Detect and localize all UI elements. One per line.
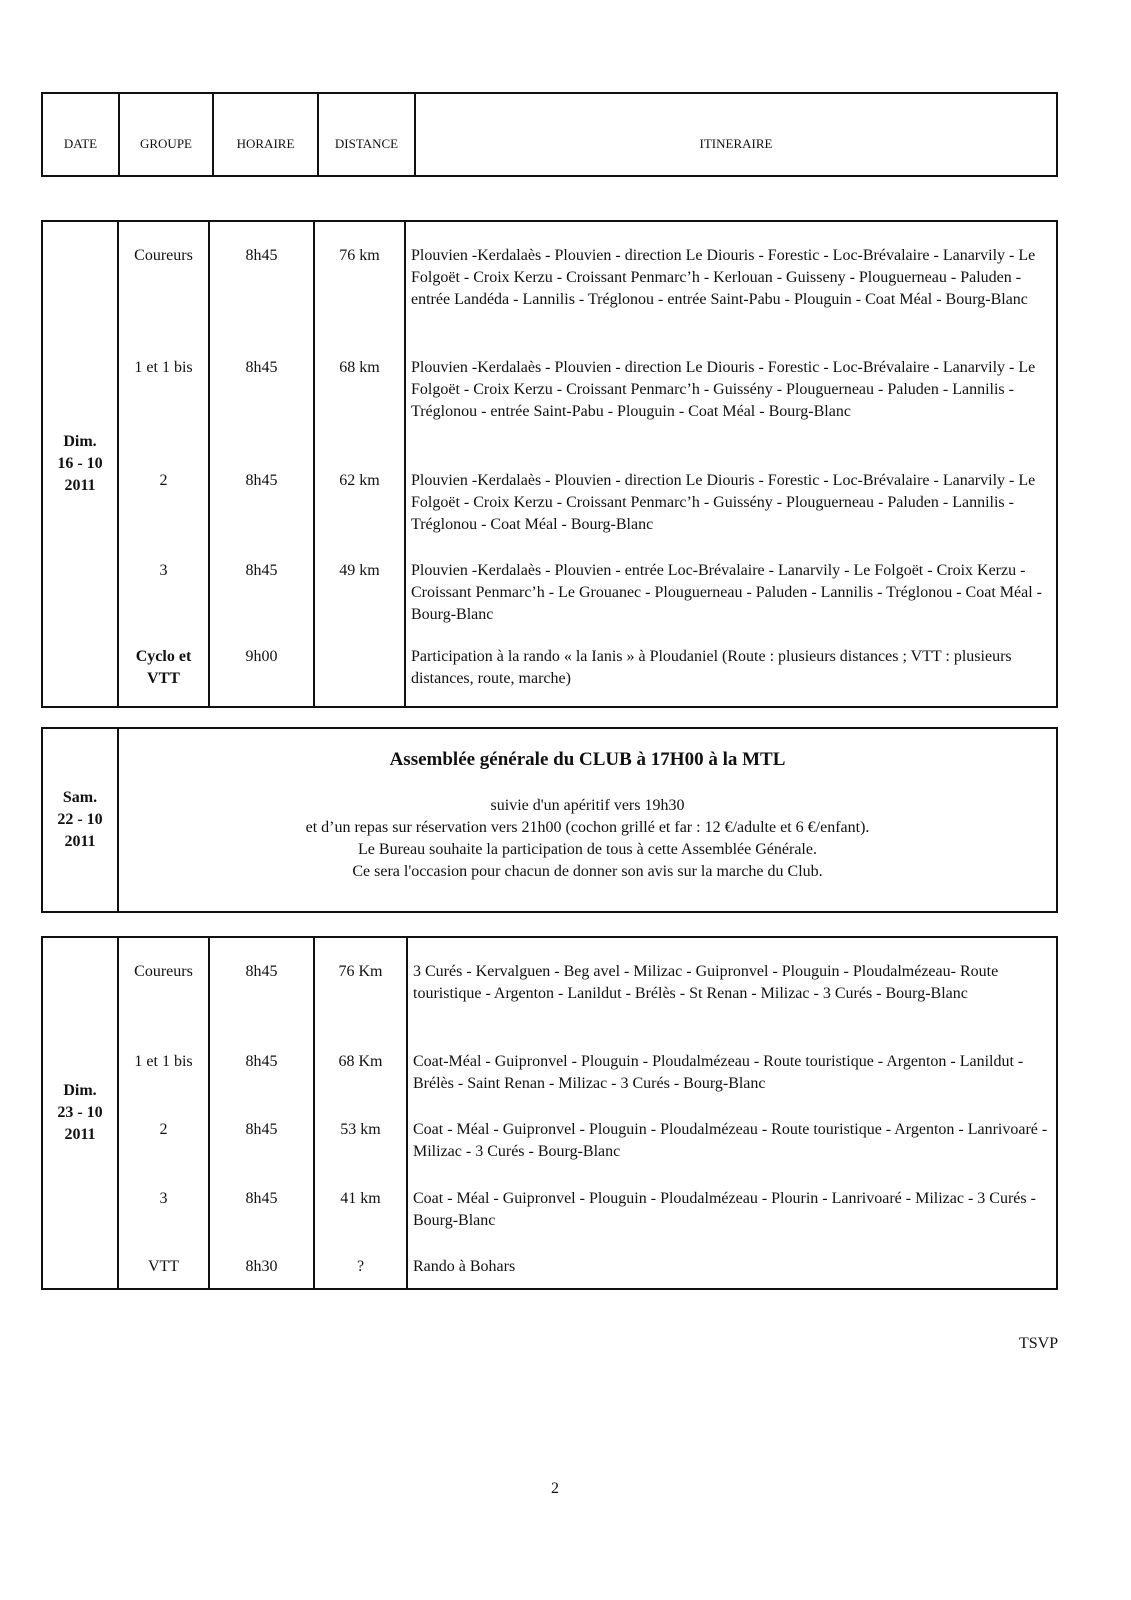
assembly-block-22-10 <box>41 727 1058 913</box>
date-daymonth: 22 - 10 <box>57 811 103 828</box>
date-day: Dim. <box>63 433 97 450</box>
distance-cell <box>314 628 405 707</box>
itineraire-cell: Coat - Méal - Guipronvel - Plouguin - Ploudalmézeau - Route touristique - Argenton - Lanrivoaré - Milizac - 3 Curés - Bourg-Blanc <box>413 1121 1048 1161</box>
groupe-cell: 1 et 1 bis <box>118 334 209 446</box>
groupe-cell: 2 <box>118 1097 209 1165</box>
header-itineraire: ITINERAIRE <box>699 135 773 151</box>
itineraire-cell: Rando à Bohars <box>413 1258 516 1276</box>
date-day: Sam. <box>62 789 98 806</box>
header-horaire: HORAIRE <box>213 93 318 176</box>
itineraire-cell: Plouvien -Kerdalaès - Plouvien - entrée Loc-Brévalaire - Lanarvily - Le Folgoët - Croix Kerzu - Croissant Penmarc’h - Le Grouanec - Plouguerneau - Paluden - Lannilis - Tréglonou - Coat Méal - Bourg-Blanc <box>411 562 1042 624</box>
horaire-cell: 8h45 <box>209 537 314 628</box>
groupe-cell: Coureurs <box>118 937 209 1029</box>
horaire-cell: 8h45 <box>209 1166 314 1234</box>
itineraire-cell: Plouvien -Kerdalaès - Plouvien - direction Le Diouris - Forestic - Loc-Brévalaire - Lanarvily - Le Folgoët - Croix Kerzu - Croissant Penmarc’h - Kerlouan - Guisseny - Plouguerneau - Paluden - entrée Landéda - Lannilis - Tréglonou - entrée Saint-Pabu - Plouguin - Coat Méal - Bourg-Blanc <box>411 247 1036 308</box>
date-year: 2011 <box>64 833 96 850</box>
groupe-cell: VTT <box>118 1234 209 1289</box>
groupe-cell: 2 <box>118 447 209 538</box>
itineraire-cell: Plouvien -Kerdalaès - Plouvien - direction Le Diouris - Forestic - Loc-Brévalaire - Lanarvily - Le Folgoët - Croix Kerzu - Croissant Penmarc’h - Guissény - Plouguerneau - Paluden - Lannilis - Tréglonou - Coat Méal - Bourg-Blanc <box>411 471 1036 533</box>
distance-cell: 68 km <box>314 334 405 446</box>
groupe-cell: 3 <box>118 1166 209 1234</box>
horaire-cell: 8h30 <box>209 1234 314 1289</box>
distance-cell: 53 km <box>314 1097 407 1165</box>
date-year: 2011 <box>64 477 96 494</box>
page-number: 2 <box>551 1480 559 1497</box>
date-day: Dim. <box>63 1082 97 1099</box>
date-cell <box>42 221 118 707</box>
distance-cell: 76 Km <box>314 937 407 1029</box>
assembly-content <box>118 728 1057 912</box>
assembly-title: Assemblée générale du CLUB à 17H00 à la MTL <box>389 749 786 770</box>
horaire-cell: 8h45 <box>209 447 314 538</box>
groupe-cell: Cyclo et VTT <box>118 628 209 707</box>
horaire-cell: 8h45 <box>209 937 314 1029</box>
assembly-line: et d’un repas sur réservation vers 21h00 (cochon grillé et far : 12 €/adulte et 6 €/enfant). <box>305 819 870 836</box>
date-cell <box>42 728 118 912</box>
header-groupe: GROUPE <box>119 93 213 176</box>
distance-cell: 62 km <box>314 447 405 538</box>
distance-cell: 41 km <box>314 1166 407 1234</box>
distance-cell: ? <box>314 1234 407 1289</box>
groupe-cell: Coureurs <box>118 221 209 334</box>
schedule-block-16-10 <box>41 220 1058 708</box>
date-daymonth: 23 - 10 <box>57 1104 103 1121</box>
itineraire-cell: Coat - Méal - Guipronvel - Plouguin - Ploudalmézeau - Plourin - Lanrivoaré - Milizac - 3 Curés - Bourg-Blanc <box>413 1189 1036 1229</box>
itineraire-cell: 3 Curés - Kervalguen - Beg avel - Milizac - Guipronvel - Plouguin - Ploudalmézeau- Route touristique - Argenton - Lanildut - Brélès - St Renan - Milizac - 3 Curés - Bourg-Blanc <box>413 963 999 1002</box>
horaire-cell: 8h45 <box>209 334 314 446</box>
schedule-block-23-10 <box>41 936 1058 1290</box>
distance-cell: 68 Km <box>314 1029 407 1097</box>
assembly-line: Ce sera l'occasion pour chacun de donner son avis sur la marche du Club. <box>352 863 823 880</box>
itineraire-cell: Coat-Méal - Guipronvel - Plouguin - Ploudalmézeau - Route touristique - Argenton - Lanildut - Brélès - Saint Renan - Milizac - 3 Curés - Bourg-Blanc <box>413 1053 1024 1093</box>
header-date: DATE <box>42 93 119 176</box>
header-table <box>41 92 1058 177</box>
date-daymonth: 16 - 10 <box>57 455 103 472</box>
tsvp-note: TSVP <box>1019 1335 1059 1352</box>
horaire-cell: 9h00 <box>209 628 314 707</box>
distance-cell: 76 km <box>314 221 405 334</box>
assembly-line: Le Bureau souhaite la participation de tous à cette Assemblée Générale. <box>358 841 817 858</box>
groupe-cell: 1 et 1 bis <box>118 1029 209 1097</box>
horaire-cell: 8h45 <box>209 1029 314 1097</box>
groupe-cell: 3 <box>118 537 209 628</box>
header-distance: DISTANCE <box>318 93 415 176</box>
distance-cell: 49 km <box>314 537 405 628</box>
horaire-cell: 8h45 <box>209 221 314 334</box>
itineraire-cell: Plouvien -Kerdalaès - Plouvien - direction Le Diouris - Forestic - Loc-Brévalaire - Lanarvily - Le Folgoët - Croix Kerzu - Croissant Penmarc’h - Guissény - Plouguerneau - Paluden - Lannilis - Tréglonou - entrée Saint-Pabu - Plouguin - Coat Méal - Bourg-Blanc <box>411 359 1036 421</box>
itineraire-cell: Participation à la rando « la Ianis » à Ploudaniel (Route : plusieurs distances ; VTT : plusieurs distances, route, marche) <box>411 648 1012 688</box>
date-cell <box>42 937 118 1289</box>
assembly-line: suivie d'un apéritif vers 19h30 <box>490 797 685 814</box>
date-year: 2011 <box>64 1126 96 1143</box>
horaire-cell: 8h45 <box>209 1097 314 1165</box>
